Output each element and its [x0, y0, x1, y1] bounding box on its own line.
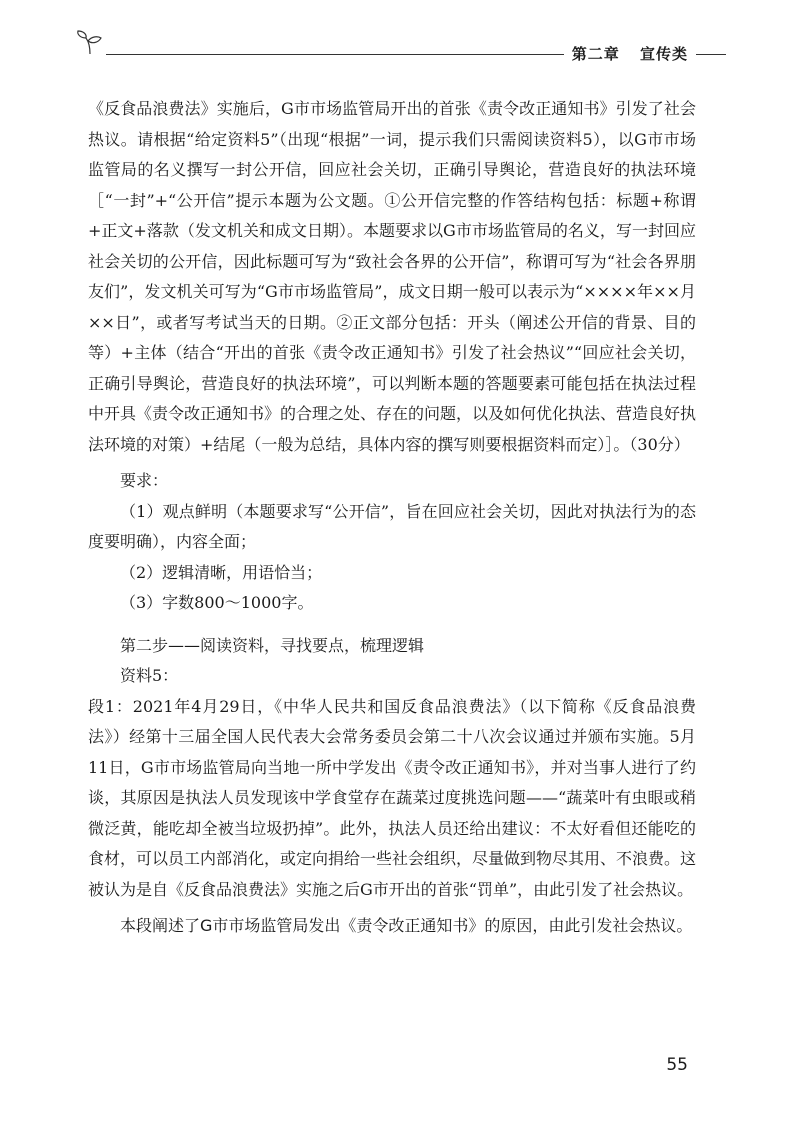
chapter-heading: [564, 43, 696, 64]
requirement-item: （3）字数800～1000字。: [120, 593, 314, 612]
requirement-item: （2）逻辑清晰，用语恰当；: [120, 562, 323, 582]
segment-summary: 本段阐述了G市市场监管局发出《责令改正通知书》的原因，由此引发社会热议。: [120, 916, 693, 935]
sprout-icon: [76, 30, 106, 56]
chapter-title: 宣传类: [639, 45, 688, 63]
material-segment: 段1：2021年4月29日，《中华人民共和国反食品浪费法》（以下简称《反食品浪费法》）经第十三届全国人民代表大会常务委员会第二十八次会议通过并颁布实施。5月11日，G市市场监管局向当地一所中学发出《责令改正通知书》，并对当事人进行了约谈，其原因是执法人员发现该中学食堂存在蔬菜过度挑选问题——“蔬菜叶有虫眼或稍微泛黄，能吃却全被当垃圾扔掉”。此外，执法人员还给出建议：不太好看但还能吃的食材，可以员工内部消化，或定向捐给一些社会组织，尽量做到物尽其用、不浪费。这被认为是自《反食品浪费法》实施之后G市开出的首张“罚单”，由此引发了社会热议。: [88, 696, 697, 899]
requirement-item: （1）观点鲜明（本题要求写“公开信”，旨在回应社会关切，因此对执法行为的态度要明确），内容全面；: [88, 501, 696, 551]
running-header: [76, 30, 726, 63]
material-label: 资料5：: [120, 666, 179, 685]
page-body: [88, 94, 696, 942]
page-number: 55: [666, 1055, 688, 1075]
step-heading: 第二步——阅读资料，寻找要点，梳理逻辑: [120, 635, 425, 655]
task-paragraph: 《反食品浪费法》实施后，G市市场监管局开出的首张《责令改正通知书》引发了社会热议。请根据“给定资料5”（出现“根据”一词，提示我们只需阅读资料5），以G市市场监管局的名义撰写一封公开信，回应社会关切，正确引导舆论，营造良好的执法环境［“一封”+“公开信”提示本题为公文题。①公开信完整的作答结构包括：标题+称谓+正文+落款（发文机关和成文日期）。本题要求以G市市场监管局的名义，写一封回应社会关切的公开信，因此标题可写为“致社会各界的公开信”，称谓可写为“社会各界朋友们”，发文机关可写为“G市市场监管局”，成文日期一般可以表示为“××××年××月××日”，或者写考试当天的日期。②正文部分包括：开头（阐述公开信的背景、目的等）+主体（结合“开出的首张《责令改正通知书》引发了社会热议”“回应社会关切，正确引导舆论，营造良好的执法环境”，可以判断本题的答题要素可能包括在执法过程中开具《责令改正通知书》的合理之处、存在的问题，以及如何优化执法、营造良好执法环境的对策）+结尾（一般为总结，具体内容的撰写则要根据资料而定）］。（30分）: [88, 99, 697, 454]
requirements-title: 要求：: [120, 471, 169, 490]
chapter-number: 第二章: [571, 45, 620, 63]
